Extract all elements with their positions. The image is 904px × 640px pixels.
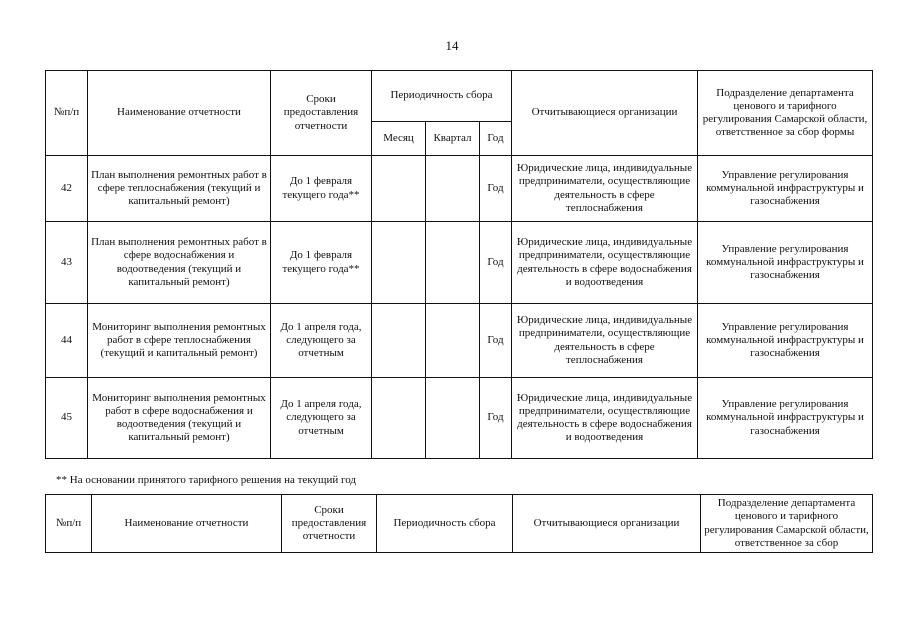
row-name: План выполнения ремонтных работ в сфере водоснабжения и водоотведения (текущий и капитальный ремонт) <box>88 222 271 304</box>
row-orgs: Юридические лица, индивидуальные предприниматели, осуществляющие деятельность в сфере теплоснабжения <box>512 156 698 222</box>
row-deadline: До 1 апреля года, следующего за отчетным <box>271 378 372 459</box>
header-deadline: Сроки предоставления отчетности <box>282 495 377 553</box>
header-quarter: Квартал <box>426 122 480 156</box>
header-periodicity: Периодичность сбора <box>377 495 513 553</box>
row-orgs: Юридические лица, индивидуальные предприниматели, осуществляющие деятельность в сфере водоснабжения и водоотведения <box>512 222 698 304</box>
header-orgs: Отчитывающиеся организации <box>513 495 701 553</box>
row-quarter <box>426 304 480 378</box>
header-year: Год <box>480 122 512 156</box>
row-deadline: До 1 февраля текущего года** <box>271 222 372 304</box>
header-name: Наименование отчетности <box>88 71 271 156</box>
row-num: 45 <box>46 378 88 459</box>
row-name: Мониторинг выполнения ремонтных работ в сфере водоснабжения и водоотведения (текущий и капитальный ремонт) <box>88 378 271 459</box>
row-month <box>372 378 426 459</box>
continuation-table-header <box>45 494 873 553</box>
row-orgs: Юридические лица, индивидуальные предприниматели, осуществляющие деятельность в сфере водоснабжения и водоотведения <box>512 378 698 459</box>
header-row <box>46 495 873 553</box>
header-row <box>46 71 873 122</box>
row-quarter <box>426 378 480 459</box>
header-month: Месяц <box>372 122 426 156</box>
row-deadline: До 1 февраля текущего года** <box>271 156 372 222</box>
row-name: План выполнения ремонтных работ в сфере теплоснабжения (текущий и капитальный ремонт) <box>88 156 271 222</box>
row-dept: Управление регулирования коммунальной инфраструктуры и газоснабжения <box>698 156 873 222</box>
row-month <box>372 304 426 378</box>
row-num: 43 <box>46 222 88 304</box>
row-num: 42 <box>46 156 88 222</box>
row-year: Год <box>480 156 512 222</box>
header-periodicity: Периодичность сбора <box>372 71 512 122</box>
header-deadline: Сроки предоставления отчетности <box>271 71 372 156</box>
header-num: №п/п <box>46 495 92 553</box>
header-num: №п/п <box>46 71 88 156</box>
row-name: Мониторинг выполнения ремонтных работ в сфере теплоснабжения (текущий и капитальный ремонт) <box>88 304 271 378</box>
row-quarter <box>426 222 480 304</box>
reporting-table <box>45 70 873 459</box>
row-year: Год <box>480 378 512 459</box>
row-year: Год <box>480 222 512 304</box>
table-row <box>46 304 873 378</box>
row-month <box>372 156 426 222</box>
header-dept: Подразделение департамента ценового и тарифного регулирования Самарской области, ответственное за сбор формы <box>698 71 873 156</box>
row-year: Год <box>480 304 512 378</box>
table-row <box>46 222 873 304</box>
row-dept: Управление регулирования коммунальной инфраструктуры и газоснабжения <box>698 378 873 459</box>
row-quarter <box>426 156 480 222</box>
row-orgs: Юридические лица, индивидуальные предприниматели, осуществляющие деятельность в сфере теплоснабжения <box>512 304 698 378</box>
row-deadline: До 1 апреля года, следующего за отчетным <box>271 304 372 378</box>
row-num: 44 <box>46 304 88 378</box>
row-month <box>372 222 426 304</box>
row-dept: Управление регулирования коммунальной инфраструктуры и газоснабжения <box>698 222 873 304</box>
header-orgs: Отчитывающиеся организации <box>512 71 698 156</box>
footnote: ** На основании принятого тарифного решения на текущий год <box>56 474 357 486</box>
row-dept: Управление регулирования коммунальной инфраструктуры и газоснабжения <box>698 304 873 378</box>
header-dept: Подразделение департамента ценового и тарифного регулирования Самарской области, ответственное за сбор <box>701 495 873 553</box>
page-number: 14 <box>445 38 459 53</box>
header-name: Наименование отчетности <box>92 495 282 553</box>
table-row <box>46 378 873 459</box>
table-row <box>46 156 873 222</box>
